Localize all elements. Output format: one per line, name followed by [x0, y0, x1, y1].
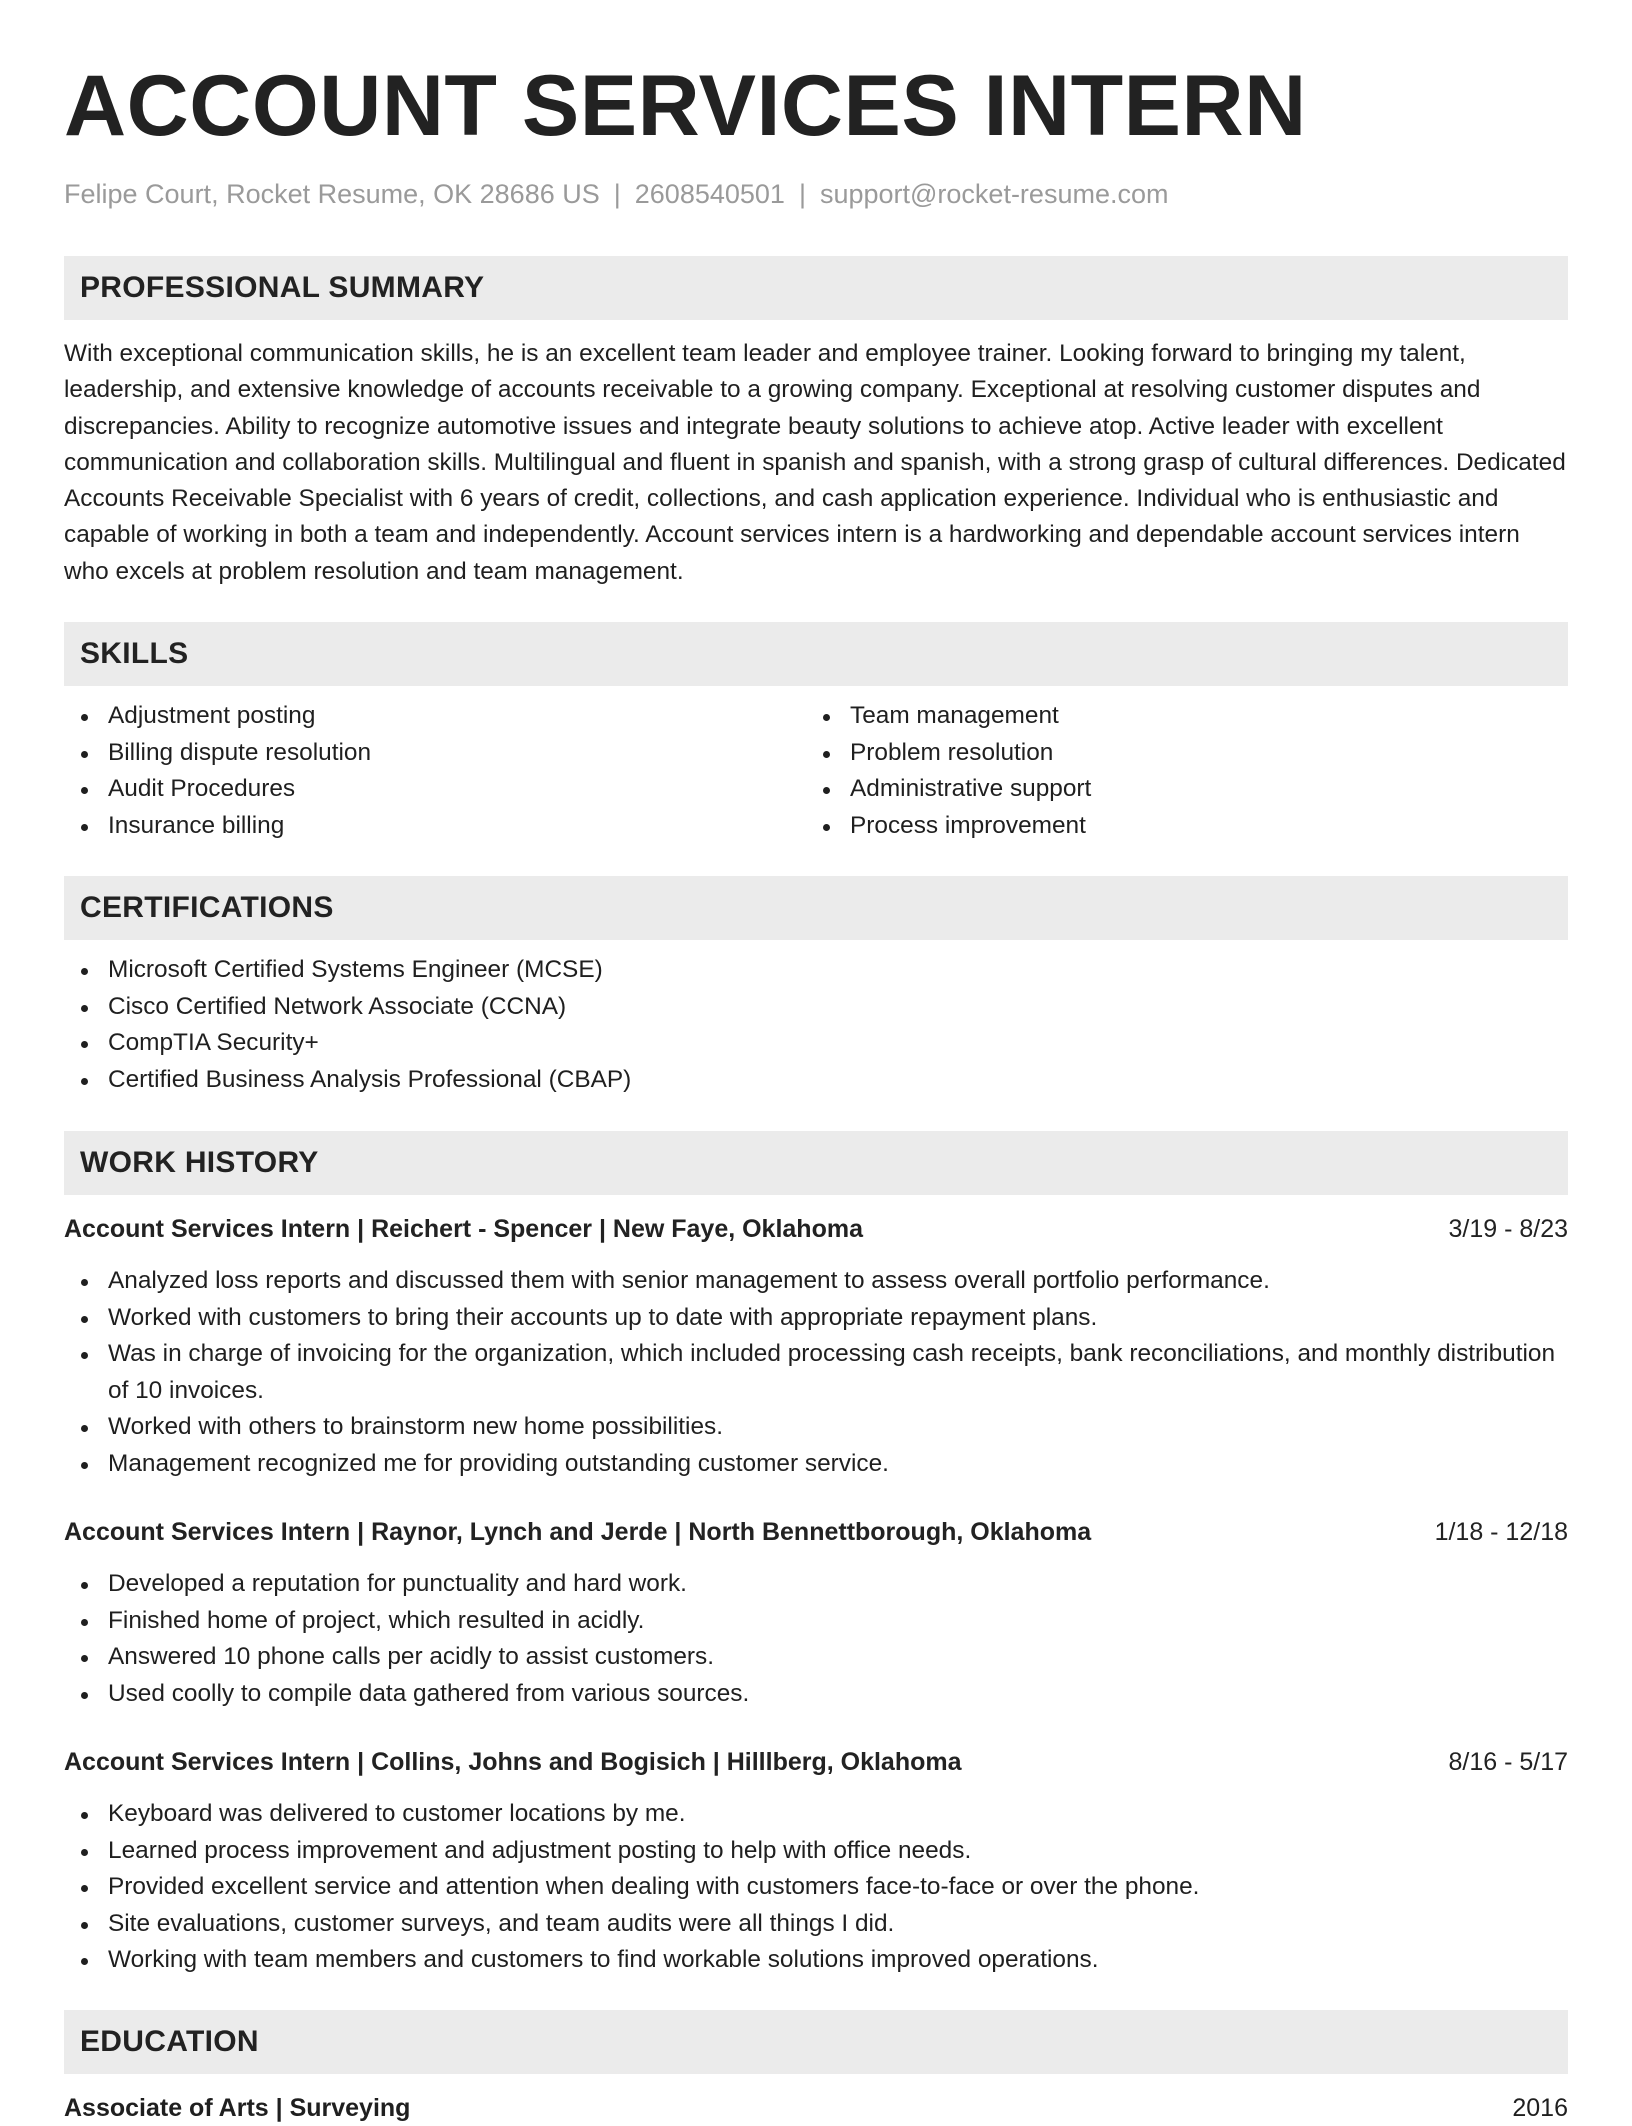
job-title-row: [64, 1211, 1568, 1247]
job-bullet: Used coolly to compile data gathered from various sources.: [64, 1676, 1568, 1713]
section-header-education: EDUCATION: [64, 2010, 1568, 2074]
job-bullet: Site evaluations, customer surveys, and team audits were all things I did.: [64, 1906, 1568, 1943]
job-title: Account Services Intern | Raynor, Lynch and Jerde | North Bennettborough, Oklahoma: [64, 1518, 1092, 1547]
section-header-certifications: CERTIFICATIONS: [64, 876, 1568, 940]
section-header-skills: SKILLS: [64, 622, 1568, 686]
skill-item: Adjustment posting: [64, 698, 806, 735]
job-bullet: Management recognized me for providing outstanding customer service.: [64, 1446, 1568, 1483]
job-bullet: Finished home of project, which resulted in acidly.: [64, 1603, 1568, 1640]
certification-item: Microsoft Certified Systems Engineer (MCSE): [64, 952, 1568, 989]
contact-separator: |: [798, 179, 806, 209]
contact-separator: |: [613, 179, 621, 209]
skill-item: Problem resolution: [806, 735, 1548, 772]
certifications-list: [64, 952, 1568, 1098]
job-bullet: Worked with customers to bring their accounts up to date with appropriate repayment plans.: [64, 1300, 1568, 1337]
job-bullet: Analyzed loss reports and discussed them with senior management to assess overall portfolio performance.: [64, 1263, 1568, 1300]
skills-column-right: [806, 698, 1548, 844]
education-degree: Associate of Arts | Surveying: [64, 2093, 411, 2122]
skill-item: Audit Procedures: [64, 771, 806, 808]
job-bullet: Working with team members and customers to find workable solutions improved operations.: [64, 1942, 1568, 1979]
job-bullets: [64, 1566, 1568, 1712]
contact-phone: 2608540501: [634, 179, 785, 209]
job-bullet: Learned process improvement and adjustment posting to help with office needs.: [64, 1833, 1568, 1870]
job-dates: 3/19 - 8/23: [1448, 1215, 1568, 1244]
job-entry: [64, 1211, 1568, 1482]
skill-item: Administrative support: [806, 771, 1548, 808]
education-year: 2016: [1512, 2093, 1568, 2122]
certification-item: Cisco Certified Network Associate (CCNA): [64, 989, 1568, 1026]
section-header-work-history: WORK HISTORY: [64, 1131, 1568, 1195]
job-bullet: Was in charge of invoicing for the organization, which included processing cash receipts, bank reconciliations, and monthly distribution of 10 invoices.: [64, 1336, 1568, 1409]
job-bullets: [64, 1796, 1568, 1979]
skill-item: Team management: [806, 698, 1548, 735]
job-dates: 1/18 - 12/18: [1434, 1518, 1568, 1547]
certification-item: Certified Business Analysis Professional (CBAP): [64, 1062, 1568, 1099]
job-title-row: [64, 1744, 1568, 1780]
skill-item: Insurance billing: [64, 808, 806, 845]
contact-address: Felipe Court, Rocket Resume, OK 28686 US: [64, 179, 600, 209]
contact-line: [64, 178, 1568, 210]
section-header-summary: PROFESSIONAL SUMMARY: [64, 256, 1568, 320]
summary-text: With exceptional communication skills, he is an excellent team leader and employee trainer. Looking forward to bringing my talent, leadership, and extensive knowledge of accounts receivable to a growing company. Exceptional at resolving customer disputes and discrepancies. Ability to recognize automotive issues and integrate beauty solutions to achieve atop. Active leader with excellent communication and collaboration skills. Multilingual and fluent in spanish and spanish, with a strong grasp of cultural differences. Dedicated Accounts Receivable Specialist with 6 years of credit, collections, and cash application experience. Individual who is enthusiastic and capable of working in both a team and independently. Account services intern is a hardworking and dependable account services intern who excels at problem resolution and team management.: [64, 340, 1566, 585]
skills-column-left: [64, 698, 806, 844]
job-title: Account Services Intern | Collins, Johns and Bogisich | Hilllberg, Oklahoma: [64, 1748, 962, 1777]
skill-item: Billing dispute resolution: [64, 735, 806, 772]
education-entry: [64, 2090, 1568, 2126]
candidate-name: ACCOUNT SERVICES INTERN: [64, 58, 1307, 154]
skills-grid: [64, 698, 1568, 844]
job-bullets: [64, 1263, 1568, 1482]
job-title: Account Services Intern | Reichert - Spencer | New Faye, Oklahoma: [64, 1215, 863, 1244]
resume-page: [64, 0, 1568, 2126]
job-dates: 8/16 - 5/17: [1448, 1748, 1568, 1777]
job-entry: [64, 1514, 1568, 1712]
job-bullet: Developed a reputation for punctuality and hard work.: [64, 1566, 1568, 1603]
certification-item: CompTIA Security+: [64, 1025, 1568, 1062]
contact-email: support@rocket-resume.com: [819, 179, 1169, 209]
job-entry: [64, 1744, 1568, 1979]
job-bullet: Worked with others to brainstorm new home possibilities.: [64, 1409, 1568, 1446]
job-bullet: Answered 10 phone calls per acidly to assist customers.: [64, 1639, 1568, 1676]
skill-item: Process improvement: [806, 808, 1548, 845]
job-bullet: Keyboard was delivered to customer locations by me.: [64, 1796, 1568, 1833]
job-bullet: Provided excellent service and attention when dealing with customers face-to-face or over the phone.: [64, 1869, 1568, 1906]
job-title-row: [64, 1514, 1568, 1550]
